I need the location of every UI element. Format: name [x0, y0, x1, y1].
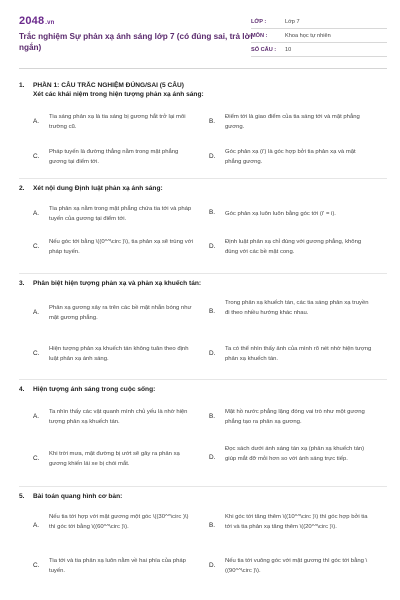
question-1 [19, 82, 387, 178]
option-letter: B. [209, 308, 216, 315]
option-letter: D. [209, 153, 216, 160]
question-number: 4. [19, 386, 25, 393]
option-grid [33, 500, 387, 600]
question-title: Phân biệt hiện tượng phản xạ và phản xạ khuếch tán: [33, 280, 202, 287]
option-text: Ta nhìn thấy các vật quanh mình chủ yếu là nhờ hiện tượng phản xạ khuếch tán. [49, 409, 188, 425]
option-letter: A. [33, 309, 40, 316]
question-number: 3. [19, 280, 25, 287]
option-letter: B. [209, 522, 216, 529]
question-heading [19, 386, 387, 393]
option-letter: C. [33, 455, 40, 462]
question-intro: Xét các khái niệm trong hiện tượng phản xạ ánh sáng: [33, 91, 204, 98]
question-title: Xét nội dung Định luật phản xạ ánh sáng: [33, 185, 163, 192]
option-text: Phản xạ gương xảy ra trên các bề mặt nhẵn bóng như mặt gương phẳng. [49, 305, 192, 321]
option-text: Nếu góc tới bằng \((0^^\circ )\), tia phản xạ sẽ trùng với pháp tuyến. [49, 239, 193, 255]
question-2 [19, 185, 387, 266]
option-a[interactable] [33, 512, 195, 532]
document-title: Trắc nghiệm Sự phản xạ ánh sáng lớp 7 (có đúng sai, trả lời ngắn) [19, 32, 253, 52]
option-text: Tia sáng phản xạ là tia sáng bị gương hắt trở lại môi trường cũ. [49, 114, 186, 130]
option-d[interactable] [209, 237, 373, 257]
question-separator [19, 379, 387, 380]
meta-row-subject [251, 29, 387, 43]
option-text: Tia tới và tia phản xạ luôn nằm về hai phía của pháp tuyến. [49, 558, 186, 574]
option-text: Đọc sách dưới ánh sáng tán xạ (phản xạ khuếch tán) giúp mắt đỡ mỏi hơn so với ánh sáng trực tiếp. [225, 446, 365, 462]
option-text: Nếu tia tới hợp với mặt gương một góc \((30^^\circ )\) thì góc tới bằng \((60^^\circ )\). [49, 514, 189, 530]
question-number: 2. [19, 185, 25, 192]
option-c[interactable] [33, 556, 195, 576]
option-letter: C. [33, 153, 40, 160]
meta-table [251, 15, 387, 57]
option-letter: B. [209, 413, 216, 420]
question-title: PHẦN 1: CÂU TRẮC NGHIỆM ĐÚNG/SAI (5 CÂU) [33, 82, 184, 89]
meta-row-count [251, 43, 387, 57]
meta-label: SỐ CÂU : [251, 46, 277, 53]
option-grid [33, 98, 387, 178]
question-separator [19, 486, 387, 487]
option-letter: A. [33, 210, 40, 217]
meta-value: Khoa học tự nhiên [285, 32, 331, 39]
question-heading [19, 280, 387, 287]
option-text: Góc phản xạ (i') là góc hợp bởi tia phản xạ và mặt phẳng gương. [225, 149, 356, 165]
option-a[interactable] [33, 112, 195, 132]
option-d[interactable] [209, 556, 373, 576]
header-divider [19, 68, 387, 69]
question-5 [19, 493, 387, 600]
meta-value: 10 [285, 46, 292, 53]
option-text: Tia phản xạ nằm trong mặt phẳng chứa tia tới và pháp tuyến của gương tại điểm tới. [49, 206, 192, 222]
option-letter: A. [33, 413, 40, 420]
option-b[interactable] [209, 112, 373, 132]
option-a[interactable] [33, 204, 195, 224]
option-a[interactable] [33, 407, 195, 427]
option-letter: D. [209, 350, 216, 357]
question-number: 1. [19, 82, 25, 89]
option-text: Khi góc tới tăng thêm \((10^^\circ )\) thì góc hợp bởi tia tới và tia phản xạ tăng thêm \((20^^\circ )\). [225, 514, 368, 530]
option-text: Điểm tới là giao điểm của tia sáng tới và mặt phẳng gương. [225, 114, 360, 130]
option-letter: C. [33, 562, 40, 569]
option-letter: B. [209, 209, 216, 216]
option-text: Định luật phản xạ chỉ đúng với gương phẳng, không đúng với các bề mặt cong. [225, 239, 362, 255]
question-4 [19, 386, 387, 483]
option-letter: A. [33, 118, 40, 125]
option-letter: D. [209, 243, 216, 250]
question-heading [19, 82, 387, 89]
option-c[interactable] [33, 147, 195, 167]
option-b[interactable] [209, 407, 373, 427]
meta-row-class [251, 15, 387, 29]
option-letter: C. [33, 350, 40, 357]
option-letter: D. [209, 562, 216, 569]
option-d[interactable] [209, 444, 373, 464]
option-a[interactable] [33, 303, 195, 323]
option-letter: A. [33, 522, 40, 529]
page-header [19, 15, 387, 61]
site-logo[interactable]: 2048.vn [19, 15, 55, 27]
option-letter: B. [209, 118, 216, 125]
option-text: Khi trời mưa, mặt đường bị ướt sẽ gây ra phản xạ gương khiến lái xe bị chói mắt. [49, 451, 180, 467]
option-grid [33, 287, 387, 375]
option-letter: D. [209, 454, 216, 461]
option-grid [33, 393, 387, 483]
question-heading [19, 185, 387, 192]
option-b[interactable] [209, 512, 373, 532]
meta-value: Lớp 7 [285, 18, 300, 25]
question-separator [19, 178, 387, 179]
question-3 [19, 280, 387, 375]
question-number: 5. [19, 493, 25, 500]
option-grid [33, 192, 387, 266]
option-b[interactable] [209, 209, 373, 219]
option-letter: C. [33, 243, 40, 250]
option-b[interactable] [209, 298, 373, 318]
option-text: Mặt hồ nước phẳng lặng đóng vai trò như một gương phẳng tạo ra phản xạ gương. [225, 409, 365, 425]
meta-label: LỚP : [251, 18, 267, 25]
option-text: Trong phản xạ khuếch tán, các tia sáng phản xạ truyền đi theo nhiều hướng khác nhau. [225, 300, 369, 316]
option-c[interactable] [33, 449, 195, 469]
option-text: Góc phản xạ luôn luôn bằng góc tới (i' = i). [225, 211, 336, 217]
meta-label: MÔN : [251, 32, 268, 39]
option-text: Ta có thể nhìn thấy ảnh của mình rõ nét nhờ hiện tượng phản xạ khuếch tán. [225, 346, 372, 362]
option-c[interactable] [33, 237, 195, 257]
option-text: Nếu tia tới vuông góc với mặt gương thì góc tới bằng \((90^^\circ )\). [225, 558, 368, 574]
question-title: Bài toán quang hình cơ bản: [33, 493, 123, 500]
option-d[interactable] [209, 344, 373, 364]
question-heading [19, 493, 387, 500]
option-c[interactable] [33, 344, 195, 364]
option-text: Pháp tuyến là đường thẳng nằm trong mặt phẳng gương tại điểm tới. [49, 149, 179, 165]
option-text: Hiện tượng phản xạ khuếch tán không tuân theo định luật phản xạ ánh sáng. [49, 346, 189, 362]
question-title: Hiện tượng ánh sáng trong cuộc sống: [33, 386, 156, 393]
option-d[interactable] [209, 147, 373, 167]
question-separator [19, 273, 387, 274]
